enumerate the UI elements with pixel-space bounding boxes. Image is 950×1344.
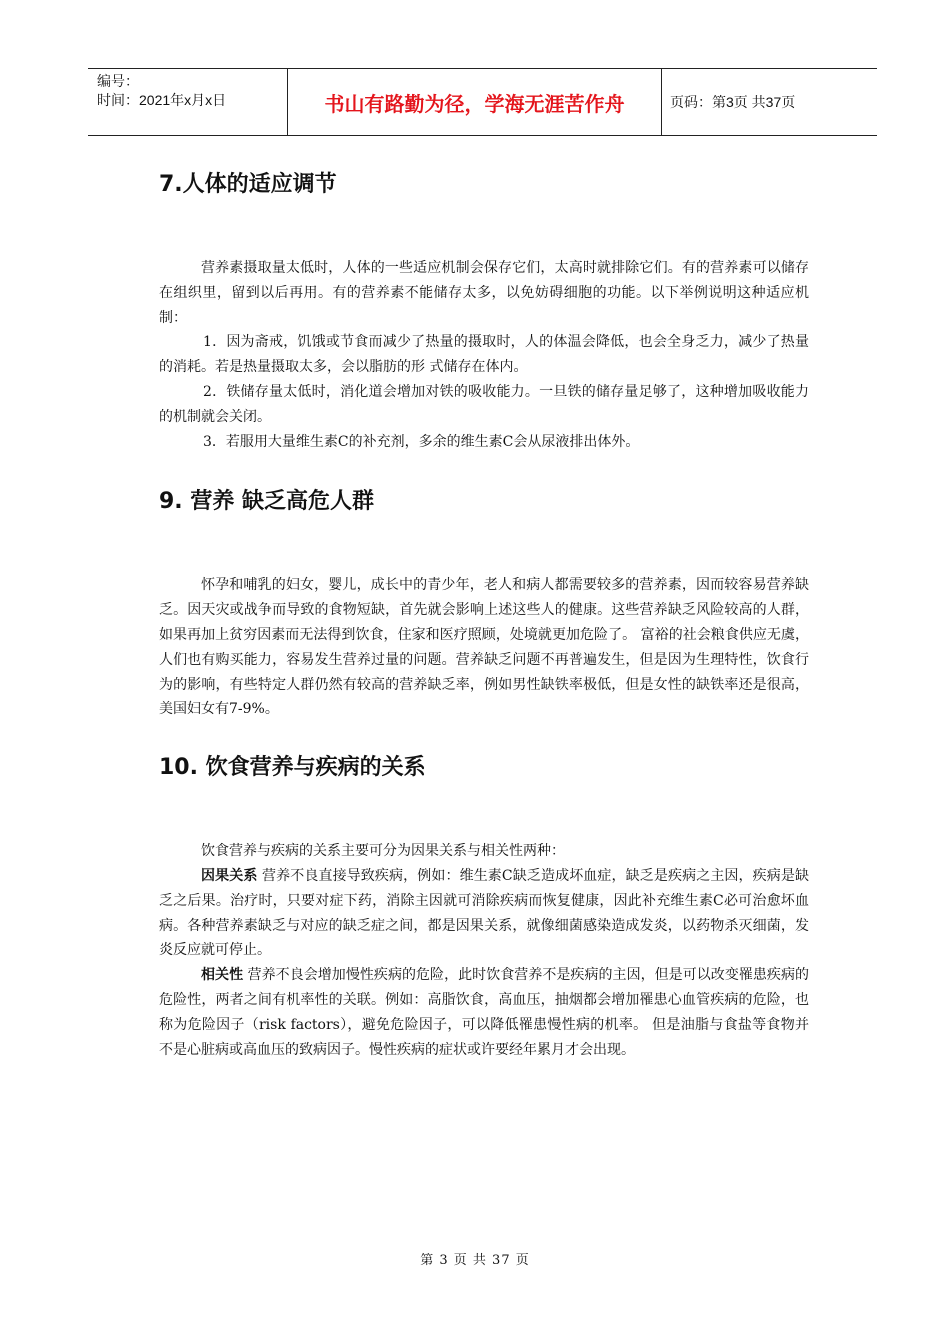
document-body: [159, 170, 809, 1062]
section-7-item-2: 2．铁储存量太低时，消化道会增加对铁的吸收能力。一旦铁的储存量足够了，这种增加吸收能力的机制就会关闭。: [159, 383, 809, 425]
causal-relation-paragraph: [159, 864, 809, 963]
section-10-title: 10. 饮食营养与疾病的关系: [159, 755, 426, 781]
correlation-text: 营养不良会增加慢性疾病的危险，此时饮食营养不是疾病的主因，但是可以改变罹患疾病的危险性，两者之间有机率性的关联。例如：高脂饮食，高血压，抽烟都会增加罹患心血管疾病的危险，也称为危险因子（risk factors），避免危险因子，可以降低罹患慢性病的机率。 但是油脂与食盐等食物并不是心脏病或高血压的致病因子。慢性疾病的症状或许要经年累月才会出现。: [159, 967, 809, 1058]
header-motto: 书山有路勤为径，学海无涯苦作舟: [288, 69, 662, 135]
section-10-intro: 饮食营养与疾病的关系主要可分为因果关系与相关性两种：: [201, 843, 565, 860]
section-7-intro: 营养素摄取量太低时，人体的一些适应机制会保存它们，太高时就排除它们。有的营养素可以储存在组织里，留到以后再用。有的营养素不能储存太多，以免妨碍细胞的功能。以下举例说明这种适应机制：: [159, 260, 809, 326]
causal-relation-term: 因果关系: [201, 867, 258, 884]
header-meta: [88, 69, 288, 135]
section-9-title: 9. 营养 缺乏高危人群: [159, 489, 374, 515]
document-date: 时间：2021年x月x日: [97, 92, 227, 108]
correlation-paragraph: [159, 963, 809, 1062]
document-number-label: 编号：: [97, 73, 139, 89]
causal-relation-text: 营养不良直接导致疾病，例如：维生素C缺乏造成坏血症，缺乏是疾病之主因，疾病是缺乏之后果。治疗时，只要对症下药，消除主因就可消除疾病而恢复健康，因此补充维生素C必可治愈坏血病。各种营养素缺乏与对应的缺乏症之间，都是因果关系，就像细菌感染造成发炎，以药物杀灭细菌，发炎反应就可停止。: [159, 867, 809, 959]
header-page-code: 页码：第3页 共37页: [670, 94, 796, 110]
correlation-term: 相关性: [201, 967, 244, 984]
section-7-title: 7.人体的适应调节: [159, 172, 337, 197]
section-7-item-1: 1．因为斋戒，饥饿或节食而减少了热量的摄取时，人的体温会降低，也会全身乏力，减少了热量的消耗。若是热量摄取太多，会以脂肪的形 式储存在体内。: [159, 334, 809, 376]
page-footer: 第 3 页 共 37 页: [420, 1253, 530, 1268]
page-header: [88, 68, 877, 136]
section-9-body: 怀孕和哺乳的妇女，婴儿，成长中的青少年，老人和病人都需要较多的营养素，因而较容易营养缺乏。因天灾或战争而导致的食物短缺，首先就会影响上述这些人的健康。这些营养缺乏风险较高的人群，如果再加上贫穷因素而无法得到饮食，住家和医疗照顾，处境就更加危险了。 富裕的社会粮食供应无虞，人们也有购买能力，容易发生营养过量的问题。营养缺乏问题不再普遍发生，但是因为生理特性，饮食行为的影响，有些特定人群仍然有较高的营养缺乏率，例如男性缺铁率极低，但是女性的缺铁率还是很高，美国妇女有7-9%。: [159, 577, 809, 718]
section-7-item-3: 3．若服用大量维生素C的补充剂，多余的维生素C会从尿液排出体外。: [203, 433, 640, 450]
